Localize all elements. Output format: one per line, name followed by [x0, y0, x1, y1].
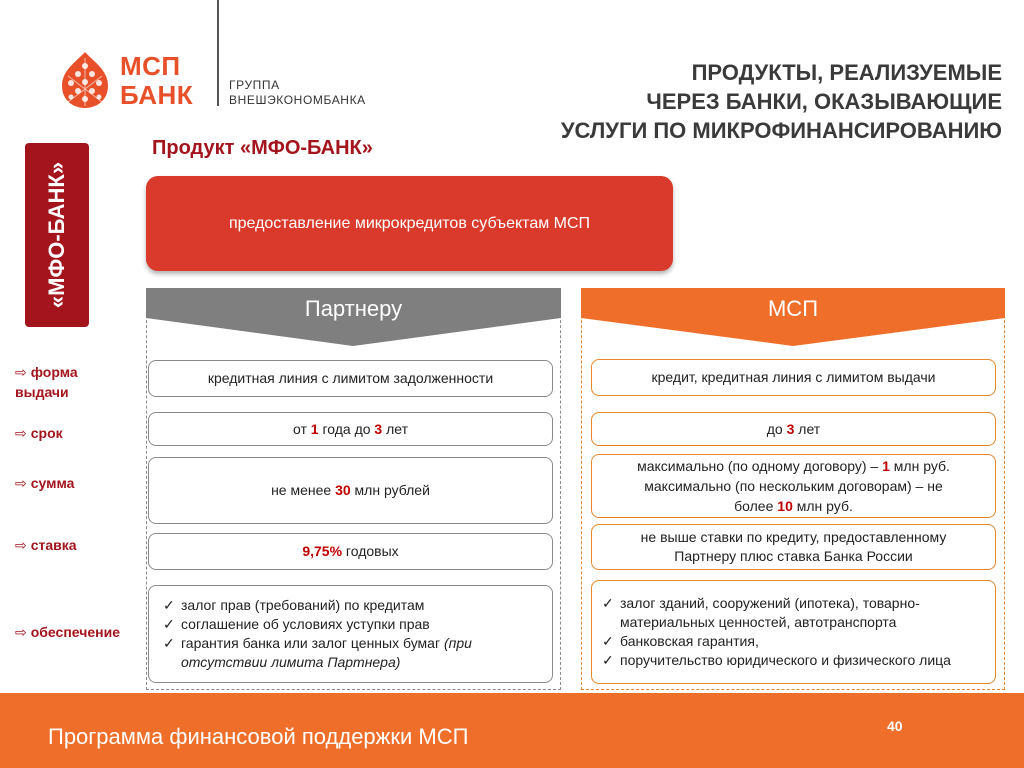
partner-collateral-cell	[148, 585, 553, 683]
list-item: ✓ залог зданий, сооружений (ипотека), товарно-материальных ценностей, автотранспорта	[602, 594, 985, 632]
slide-title	[462, 58, 1002, 145]
slide-title-line1: ПРОДУКТЫ, РЕАЛИЗУЕМЫЕ	[691, 60, 1002, 85]
logo-text-bank: БАНК	[120, 80, 194, 110]
list-item: ✓ соглашение об условиях уступки прав	[163, 615, 538, 634]
row-label-term: ⇨ срок	[15, 425, 63, 441]
row-label-rate: ⇨ ставка	[15, 537, 77, 553]
list-item: ✓ залог прав (требований) по кредитам	[163, 596, 538, 615]
slide-title-line3: УСЛУГИ ПО МИКРОФИНАНСИРОВАНИЮ	[560, 118, 1002, 143]
product-title: Продукт «МФО-БАНК»	[152, 137, 373, 159]
msp-amount-cell	[591, 454, 996, 518]
page-number: 40	[887, 718, 903, 734]
partner-chevron	[146, 288, 561, 348]
msp-collateral-list	[602, 594, 985, 670]
msp-term-cell: до 3 лет	[591, 412, 996, 446]
logo-divider	[217, 0, 219, 106]
partner-amount-cell: не менее 30 млн рублей	[148, 457, 553, 524]
logo-text-msp: МСП	[120, 51, 181, 81]
partner-collateral-list	[163, 596, 538, 672]
msp-amount-line3: более 10 млн руб.	[734, 498, 853, 514]
bank-logo-icon	[58, 50, 112, 110]
partner-term-cell: от 1 года до 3 лет	[148, 412, 553, 446]
footer-text: Программа финансовой поддержки МСП	[48, 724, 469, 749]
msp-collateral-cell	[591, 580, 996, 684]
list-item: ✓ гарантия банка или залог ценных бумаг (при отсутствии лимита Партнера)	[163, 634, 538, 672]
msp-amount-line1: максимально (по одному договору) – 1 млн руб.	[637, 458, 950, 474]
list-item: ✓ поручительство юридического и физического лица	[602, 651, 985, 670]
side-label: «МФО-БАНК»	[44, 161, 69, 309]
msp-amount-line2: максимально (по нескольким договорам) – не	[644, 478, 943, 494]
row-label-collateral: ⇨ обеспечение	[15, 624, 120, 640]
list-item: ✓ банковская гарантия,	[602, 632, 985, 651]
arrow-right-icon: ⇨	[15, 537, 27, 553]
logo-group-line2: ВНЕШЭКОНОМБАНКА	[229, 93, 366, 107]
logo-group-line1: ГРУППА	[229, 78, 280, 92]
msp-form-cell: кредит, кредитная линия с лимитом выдачи	[591, 359, 996, 396]
arrow-right-icon: ⇨	[15, 624, 27, 640]
arrow-right-icon: ⇨	[15, 475, 27, 491]
partner-rate-cell: 9,75% годовых	[148, 533, 553, 570]
msp-column-header: МСП	[767, 296, 819, 321]
product-banner: предоставление микрокредитов субъектам МСП	[146, 176, 673, 271]
row-label-amount: ⇨ сумма	[15, 475, 75, 491]
partner-form-cell: кредитная линия с лимитом задолженности	[148, 360, 553, 397]
slide-title-line2: ЧЕРЕЗ БАНКИ, ОКАЗЫВАЮЩИЕ	[646, 89, 1002, 114]
msp-chevron	[581, 288, 1005, 348]
arrow-right-icon: ⇨	[15, 364, 27, 380]
msp-rate-cell: не выше ставки по кредиту, предоставленному Партнеру плюс ставка Банка России	[591, 524, 996, 570]
arrow-right-icon: ⇨	[15, 425, 27, 441]
collateral-note: (при отсутствии лимита Партнера)	[181, 635, 472, 670]
row-label-form: ⇨ форма выдачи	[15, 364, 78, 400]
partner-column-header: Партнеру	[304, 296, 403, 321]
